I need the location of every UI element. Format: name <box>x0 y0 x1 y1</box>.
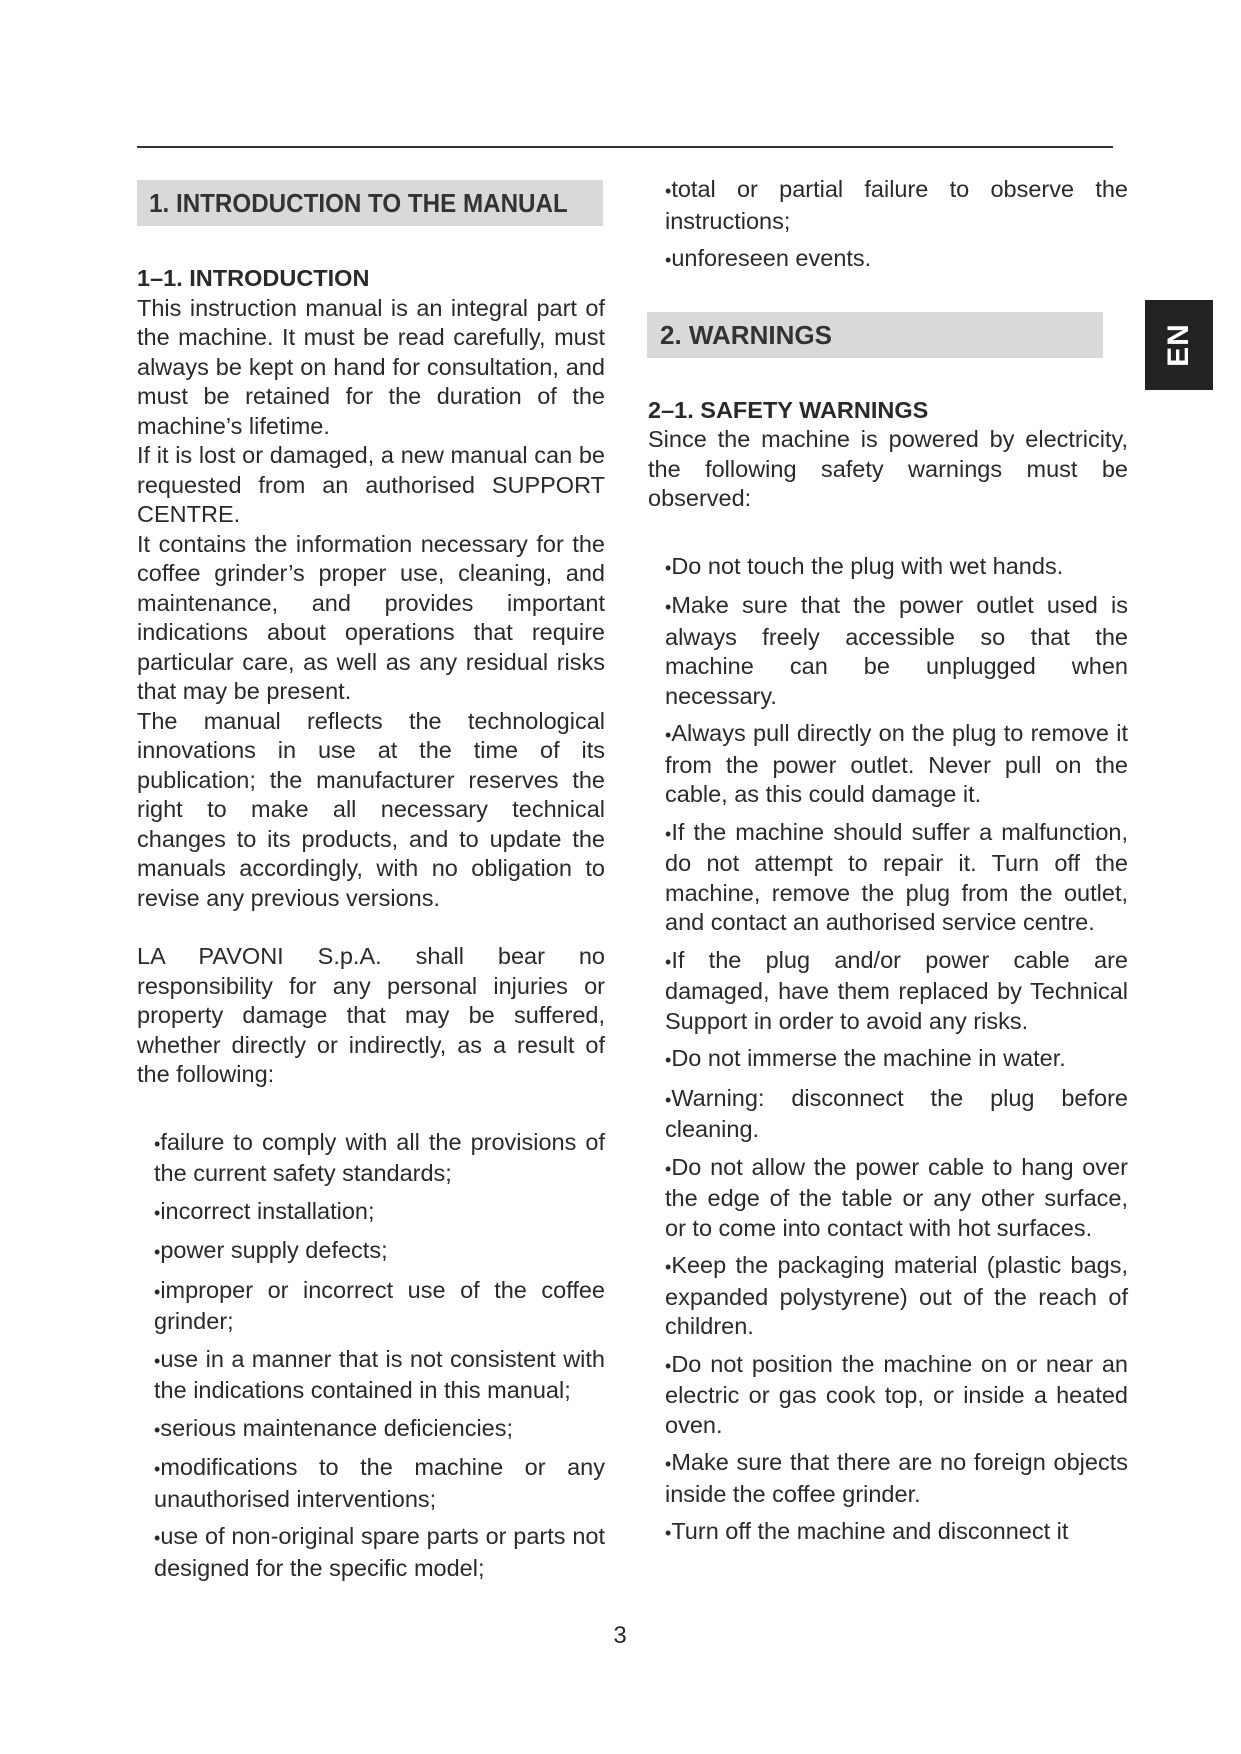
liability-item: • failure to comply with all the provisions of the current safety standards; <box>154 1128 605 1189</box>
liability-list <box>154 1128 605 1584</box>
liability-item: • power supply defects; <box>154 1236 605 1268</box>
warning-item: • Make sure that the power outlet used is always freely accessible so that the machine can be unplugged when necessary. <box>665 591 1128 711</box>
subsection-title-safety-warnings: 2–1. SAFETY WARNINGS <box>648 396 929 423</box>
subsection-title-introduction: 1–1. INTRODUCTION <box>137 265 370 291</box>
warning-item: • Warning: disconnect the plug before cleaning. <box>665 1084 1128 1145</box>
warning-item: • Do not touch the plug with wet hands. <box>665 552 1128 584</box>
warning-item: • Make sure that there are no foreign objects inside the coffee grinder. <box>665 1448 1128 1509</box>
language-tab <box>1145 300 1213 390</box>
warning-item: • Do not position the machine on or near an electric or gas cook top, or inside a heated oven. <box>665 1350 1128 1441</box>
warning-item: • Turn off the machine and disconnect it <box>665 1517 1128 1549</box>
liability-item: • serious maintenance deficiencies; <box>154 1414 605 1446</box>
warning-item: • If the machine should suffer a malfunction, do not attempt to repair it. Turn off the machine, remove the plug from the outlet, and contact an authorised service centre. <box>665 818 1128 938</box>
warning-item: • Do not immerse the machine in water. <box>665 1044 1128 1076</box>
warnings-list <box>665 552 1128 1549</box>
right-column <box>648 175 1128 1557</box>
section-title-introduction: 1. INTRODUCTION TO THE MANUAL <box>137 180 603 226</box>
left-column <box>137 180 605 1591</box>
liability-list-continued <box>665 175 1128 276</box>
liability-item: • incorrect installation; <box>154 1197 605 1229</box>
warning-item: • Always pull directly on the plug to remove it from the power outlet. Never pull on the cable, as this could damage it. <box>665 719 1128 810</box>
liability-paragraph: LA PAVONI S.p.A. shall bear no responsibility for any personal injuries or property damage that may be suffered, whether directly or indirectly, as a result of the following: <box>137 943 605 1087</box>
liability-item: • modifications to the machine or any unauthorised interventions; <box>154 1453 605 1514</box>
warning-item: • If the plug and/or power cable are damaged, have them replaced by Technical Support in order to avoid any risks. <box>665 946 1128 1037</box>
liability-item: • use in a manner that is not consistent with the indications contained in this manual; <box>154 1345 605 1406</box>
intro-paragraph: This instruction manual is an integral part of the machine. It must be read carefully, must always be kept on hand for consultation, and must be retained for the duration of the machine’s lifetime. <box>137 294 605 439</box>
intro-paragraph: The manual reflects the technological innovations in use at the time of its publication; the manufacturer reserves the right to make all necessary technical changes to its products, and to update the manuals accordingly, with no obligation to revise any previous versions. <box>137 707 605 911</box>
page-number: 3 <box>613 1622 627 1649</box>
liability-item: • improper or incorrect use of the coffee grinder; <box>154 1276 605 1337</box>
header-rule <box>137 146 1113 148</box>
intro-paragraph: It contains the information necessary for the coffee grinder’s proper use, cleaning, and maintenance, and provides important indications about operations that require particular care, as well as any residual risks that may be present. <box>137 530 605 704</box>
liability-item: • use of non-original spare parts or parts not designed for the specific model; <box>154 1522 605 1583</box>
language-tab-label: EN <box>1162 323 1195 367</box>
liability-item: • total or partial failure to observe the instructions; <box>665 175 1128 236</box>
warning-item: • Do not allow the power cable to hang over the edge of the table or any other surface, or to come into contact with hot surfaces. <box>665 1153 1128 1244</box>
section-title-warnings: 2. WARNINGS <box>647 312 1103 358</box>
warnings-intro: Since the machine is powered by electricity, the following safety warnings must be observed: <box>648 426 1128 511</box>
warning-item: • Keep the packaging material (plastic bags, expanded polystyrene) out of the reach of children. <box>665 1251 1128 1342</box>
liability-item: • unforeseen events. <box>665 244 1128 276</box>
intro-paragraph: If it is lost or damaged, a new manual can be requested from an authorised SUPPORT CENTRE. <box>137 442 605 527</box>
